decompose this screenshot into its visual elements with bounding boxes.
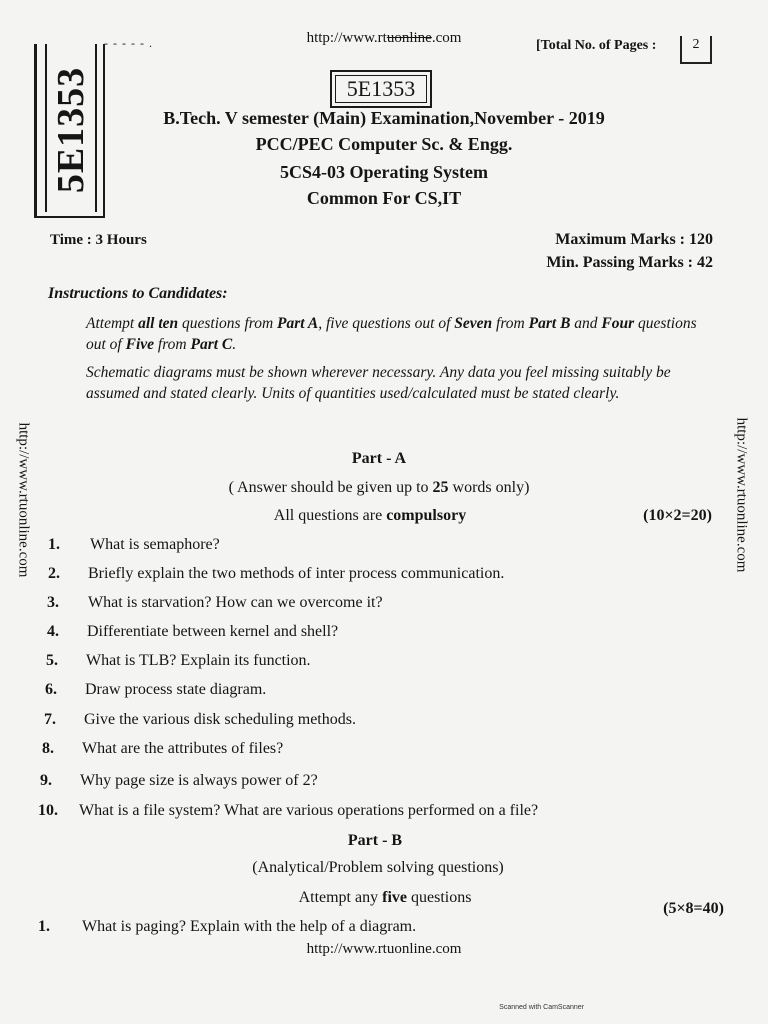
total-pages-value: 2	[680, 36, 712, 64]
part-b-heading: Part - B	[347, 832, 403, 849]
question-text: What is paging? Explain with the help of a diagram.	[82, 918, 417, 935]
question-number: 2.	[48, 565, 60, 582]
question-number: 5.	[46, 652, 58, 669]
question-number: 1.	[38, 918, 50, 935]
instr-emph: all ten	[138, 315, 179, 332]
url-prefix: http://www.rt	[306, 30, 387, 46]
time-duration: Time : 3 Hours	[50, 232, 147, 248]
vertical-paper-code: 5E1353	[50, 66, 92, 194]
total-pages-label: [Total No. of Pages :	[536, 38, 657, 53]
attempt-text: questions	[406, 889, 472, 906]
question-text: Why page size is always power of 2?	[80, 772, 318, 789]
question-number: 3.	[47, 594, 59, 611]
url-struck-part: uonline	[386, 30, 432, 46]
question-number: 4.	[47, 623, 59, 640]
exam-title: B.Tech. V semester (Main) Examination,November - 2019	[163, 108, 605, 128]
question-number: 6.	[45, 681, 57, 698]
roll-number-dashes: - - - - - .	[104, 36, 153, 50]
url-suffix: .com	[431, 30, 462, 46]
compulsory-emph: compulsory	[386, 507, 467, 524]
instr-emph: Four	[601, 315, 635, 332]
min-passing-marks: Min. Passing Marks : 42	[546, 254, 713, 271]
part-a-marks: (10×2=20)	[643, 507, 712, 524]
note-text: ( Answer should be given up to	[228, 479, 433, 496]
attempt-emph: five	[382, 889, 407, 906]
question-text: What are the attributes of files?	[82, 740, 284, 757]
note-text: words only)	[448, 479, 530, 496]
instr-text: Attempt	[86, 315, 139, 332]
instruction-diagrams: Schematic diagrams must be shown wherever necessary. Any data you feel missing suitably be assumed and stated clearly. Units of quantities used/calculated must be stated clearly.	[86, 364, 671, 402]
instr-text: from	[492, 315, 529, 332]
question-text: What is semaphore?	[90, 536, 220, 553]
note-emph: 25	[432, 479, 449, 496]
question-text: Give the various disk scheduling methods.	[84, 711, 356, 728]
part-b-marks: (5×8=40)	[663, 900, 724, 917]
common-for-title: Common For CS,IT	[306, 188, 462, 208]
instr-text: , five questions out of	[318, 315, 455, 332]
part-b-subheading: (Analytical/Problem solving questions)	[252, 859, 504, 876]
instr-text: questions out of	[86, 315, 697, 353]
question-text: Draw process state diagram.	[85, 681, 267, 698]
part-a-compulsory	[0, 507, 740, 525]
compulsory-text: All questions are	[273, 507, 387, 524]
part-a-heading: Part - A	[351, 450, 407, 467]
question-text: What is a file system? What are various operations performed on a file?	[79, 802, 539, 819]
instr-emph: Five	[125, 336, 155, 353]
part-a-word-limit	[0, 479, 758, 497]
attempt-text: Attempt any	[298, 889, 383, 906]
question-text: Briefly explain the two methods of inter process communication.	[88, 565, 505, 582]
branch-title: PCC/PEC Computer Sc. & Engg.	[255, 134, 513, 154]
instr-text: .	[232, 336, 237, 353]
instr-emph: Part B	[528, 315, 571, 332]
question-number: 8.	[42, 740, 54, 757]
instr-emph: Part C	[190, 336, 233, 353]
instr-emph: Seven	[454, 315, 493, 332]
paper-code-box: 5E1353	[330, 70, 432, 108]
instr-emph: Part A	[277, 315, 319, 332]
question-text: What is TLB? Explain its function.	[86, 652, 311, 669]
question-number: 7.	[44, 711, 56, 728]
question-number: 9.	[40, 772, 52, 789]
instr-text: and	[570, 315, 602, 332]
part-b-attempt	[0, 889, 768, 907]
right-side-watermark: http://www.rtuonline.com	[733, 417, 750, 573]
question-number: 10.	[38, 802, 58, 819]
subject-title: 5CS4-03 Operating System	[280, 162, 488, 182]
maximum-marks: Maximum Marks : 120	[555, 231, 713, 248]
instructions-heading: Instructions to Candidates:	[48, 285, 228, 302]
instr-text: from	[154, 336, 191, 353]
question-number: 1.	[48, 536, 60, 553]
instr-text: questions from	[178, 315, 278, 332]
question-text: What is starvation? How can we overcome it?	[88, 594, 383, 611]
bottom-watermark-url: http://www.rtuonline.com	[306, 941, 462, 957]
instruction-attempt	[86, 313, 714, 355]
scanner-watermark: Scanned with CamScanner	[499, 1004, 584, 1011]
left-side-watermark: http://www.rtuonline.com	[15, 422, 32, 578]
question-text: Differentiate between kernel and shell?	[87, 623, 339, 640]
